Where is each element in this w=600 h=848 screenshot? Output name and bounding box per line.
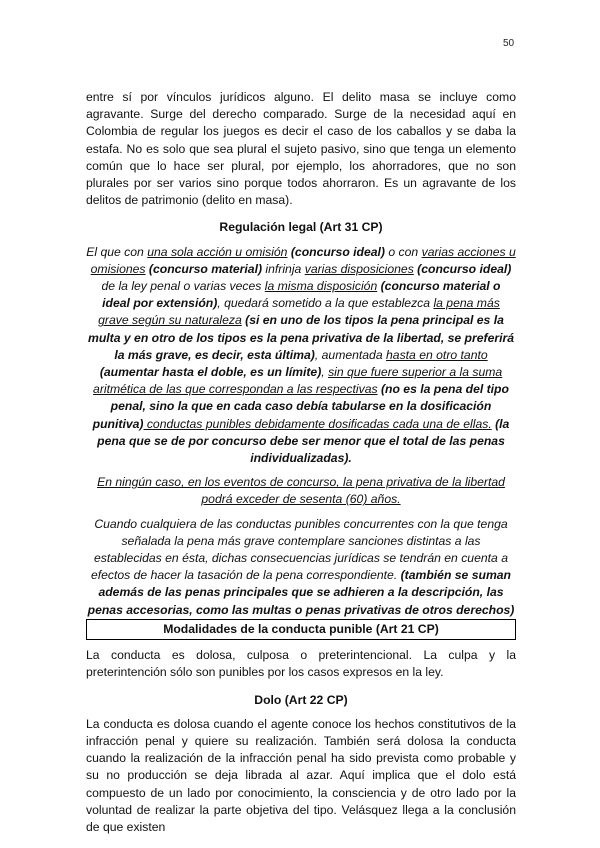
art31-underline-4: la misma disposición: [264, 279, 378, 294]
art31-text-6: , aumentada: [314, 347, 387, 362]
art31-paragraph-1: [86, 244, 516, 468]
art31-paragraph-3: [86, 516, 516, 619]
art31-underline-6: hasta en otro tanto: [386, 347, 488, 362]
intro-paragraph: entre sí por vínculos jurídicos alguno. El delito masa se incluye como agravante. Surge del derecho comparado. Surge de la necesidad aquí en Colombia de regular los juegos es decir el caso de los caballos y se daba la estafa. No es solo que sea plural el sujeto pasivo, sino que tenga un elemento común que lo hace ser plural, por ejemplo, los ahorradores, que no son plurales por ser varios sino porque todos ahorraron. Es un agravante de los delitos de patrimonio (delito en masa).: [86, 90, 516, 208]
art31-text-2: o con: [385, 244, 422, 259]
heading-regulacion-legal: Regulación legal (Art 31 CP): [219, 220, 383, 235]
art31-text-7: ,: [321, 365, 329, 380]
art31-text-4: de la ley penal o varias veces: [101, 279, 265, 294]
art31-p3-bold: (también se suman además de las penas principales que se adhieren a la descripción, las penas accesorias, como las multas o penas privativas de otros derechos): [87, 568, 515, 617]
art31-bold-8: (la pena que se de por concurso debe ser menor que el total de las penas individualizadas).: [97, 416, 510, 466]
art31-bold-5: (si en uno de los tipos la pena principal es la multa y en otro de los tipos es la pena privativa de la libertad, se preferirá la más grave, es decir, esta última): [87, 313, 515, 362]
art31-paragraph-2: En ningún caso, en los eventos de concurso, la pena privativa de la libertad podrá exceder de sesenta (60) años.: [97, 475, 505, 507]
art31-text-3: infrinja: [262, 261, 305, 276]
art31-bold-1: (concurso ideal): [287, 244, 385, 259]
art31-underline-8: conductas punibles debidamente dosificadas cada una de ellas.: [143, 416, 492, 431]
art31-bold-3: (concurso ideal): [413, 261, 512, 276]
art31-bold-6: (aumentar hasta el doble, es un límite): [99, 365, 322, 380]
art31-underline-1: una sola acción u omisión: [147, 244, 288, 259]
art31-p3-text: Cuando cualquiera de las conductas punibles concurrentes con la que tenga señalada la pena más grave contemplare sanciones distintas a las establecidas en ésta, dichas consecuencias jurídicas se tendrán en cuenta a efectos de hacer la tasación de la pena correspondiente.: [90, 516, 508, 583]
art31-bold-7: (no es la pena del tipo penal, sino la que en cada caso debía tabularse en la dosificación punitiva): [92, 382, 509, 431]
modalidades-paragraph: La conducta es dolosa, culposa o preterintencional. La culpa y la preterintención sólo son punibles por los casos expresos en la ley.: [86, 648, 516, 680]
heading-dolo: Dolo (Art 22 CP): [254, 692, 348, 707]
page-number: 50: [503, 38, 515, 49]
dolo-paragraph: La conducta es dolosa cuando el agente conoce los hechos constitutivos de la infracción penal y quiere su realización. También será dolosa la conducta cuando la realización de la infracción penal ha sido prevista como probable y su no producción se deja librada al azar. Aquí implica que el dolo está compuesto de un lado por conocimiento, la consciencia y de otro lado por la voluntad de realizar la parte objetiva del tipo. Velásquez llega a la conclusión de que existen: [86, 716, 516, 834]
art31-bold-2: (concurso material): [145, 261, 263, 276]
art31-text-5: , quedará sometido a la que establezca: [217, 296, 434, 311]
art31-underline-7: sin que fuere superior a la suma aritmética de las que correspondan a las respectivas: [93, 365, 503, 397]
art31-underline-2: varias acciones u omisiones: [90, 244, 516, 276]
art31-text-1: El que con: [86, 244, 148, 259]
art31-underline-5: la pena más grave según su naturaleza: [98, 296, 500, 328]
heading-modalidades-box: Modalidades de la conducta punible (Art 21 CP): [86, 619, 516, 640]
art31-underline-3: varias disposiciones: [304, 261, 414, 276]
page-content: [86, 89, 516, 836]
art31-bold-4: (concurso material o ideal por extensión): [102, 279, 501, 311]
